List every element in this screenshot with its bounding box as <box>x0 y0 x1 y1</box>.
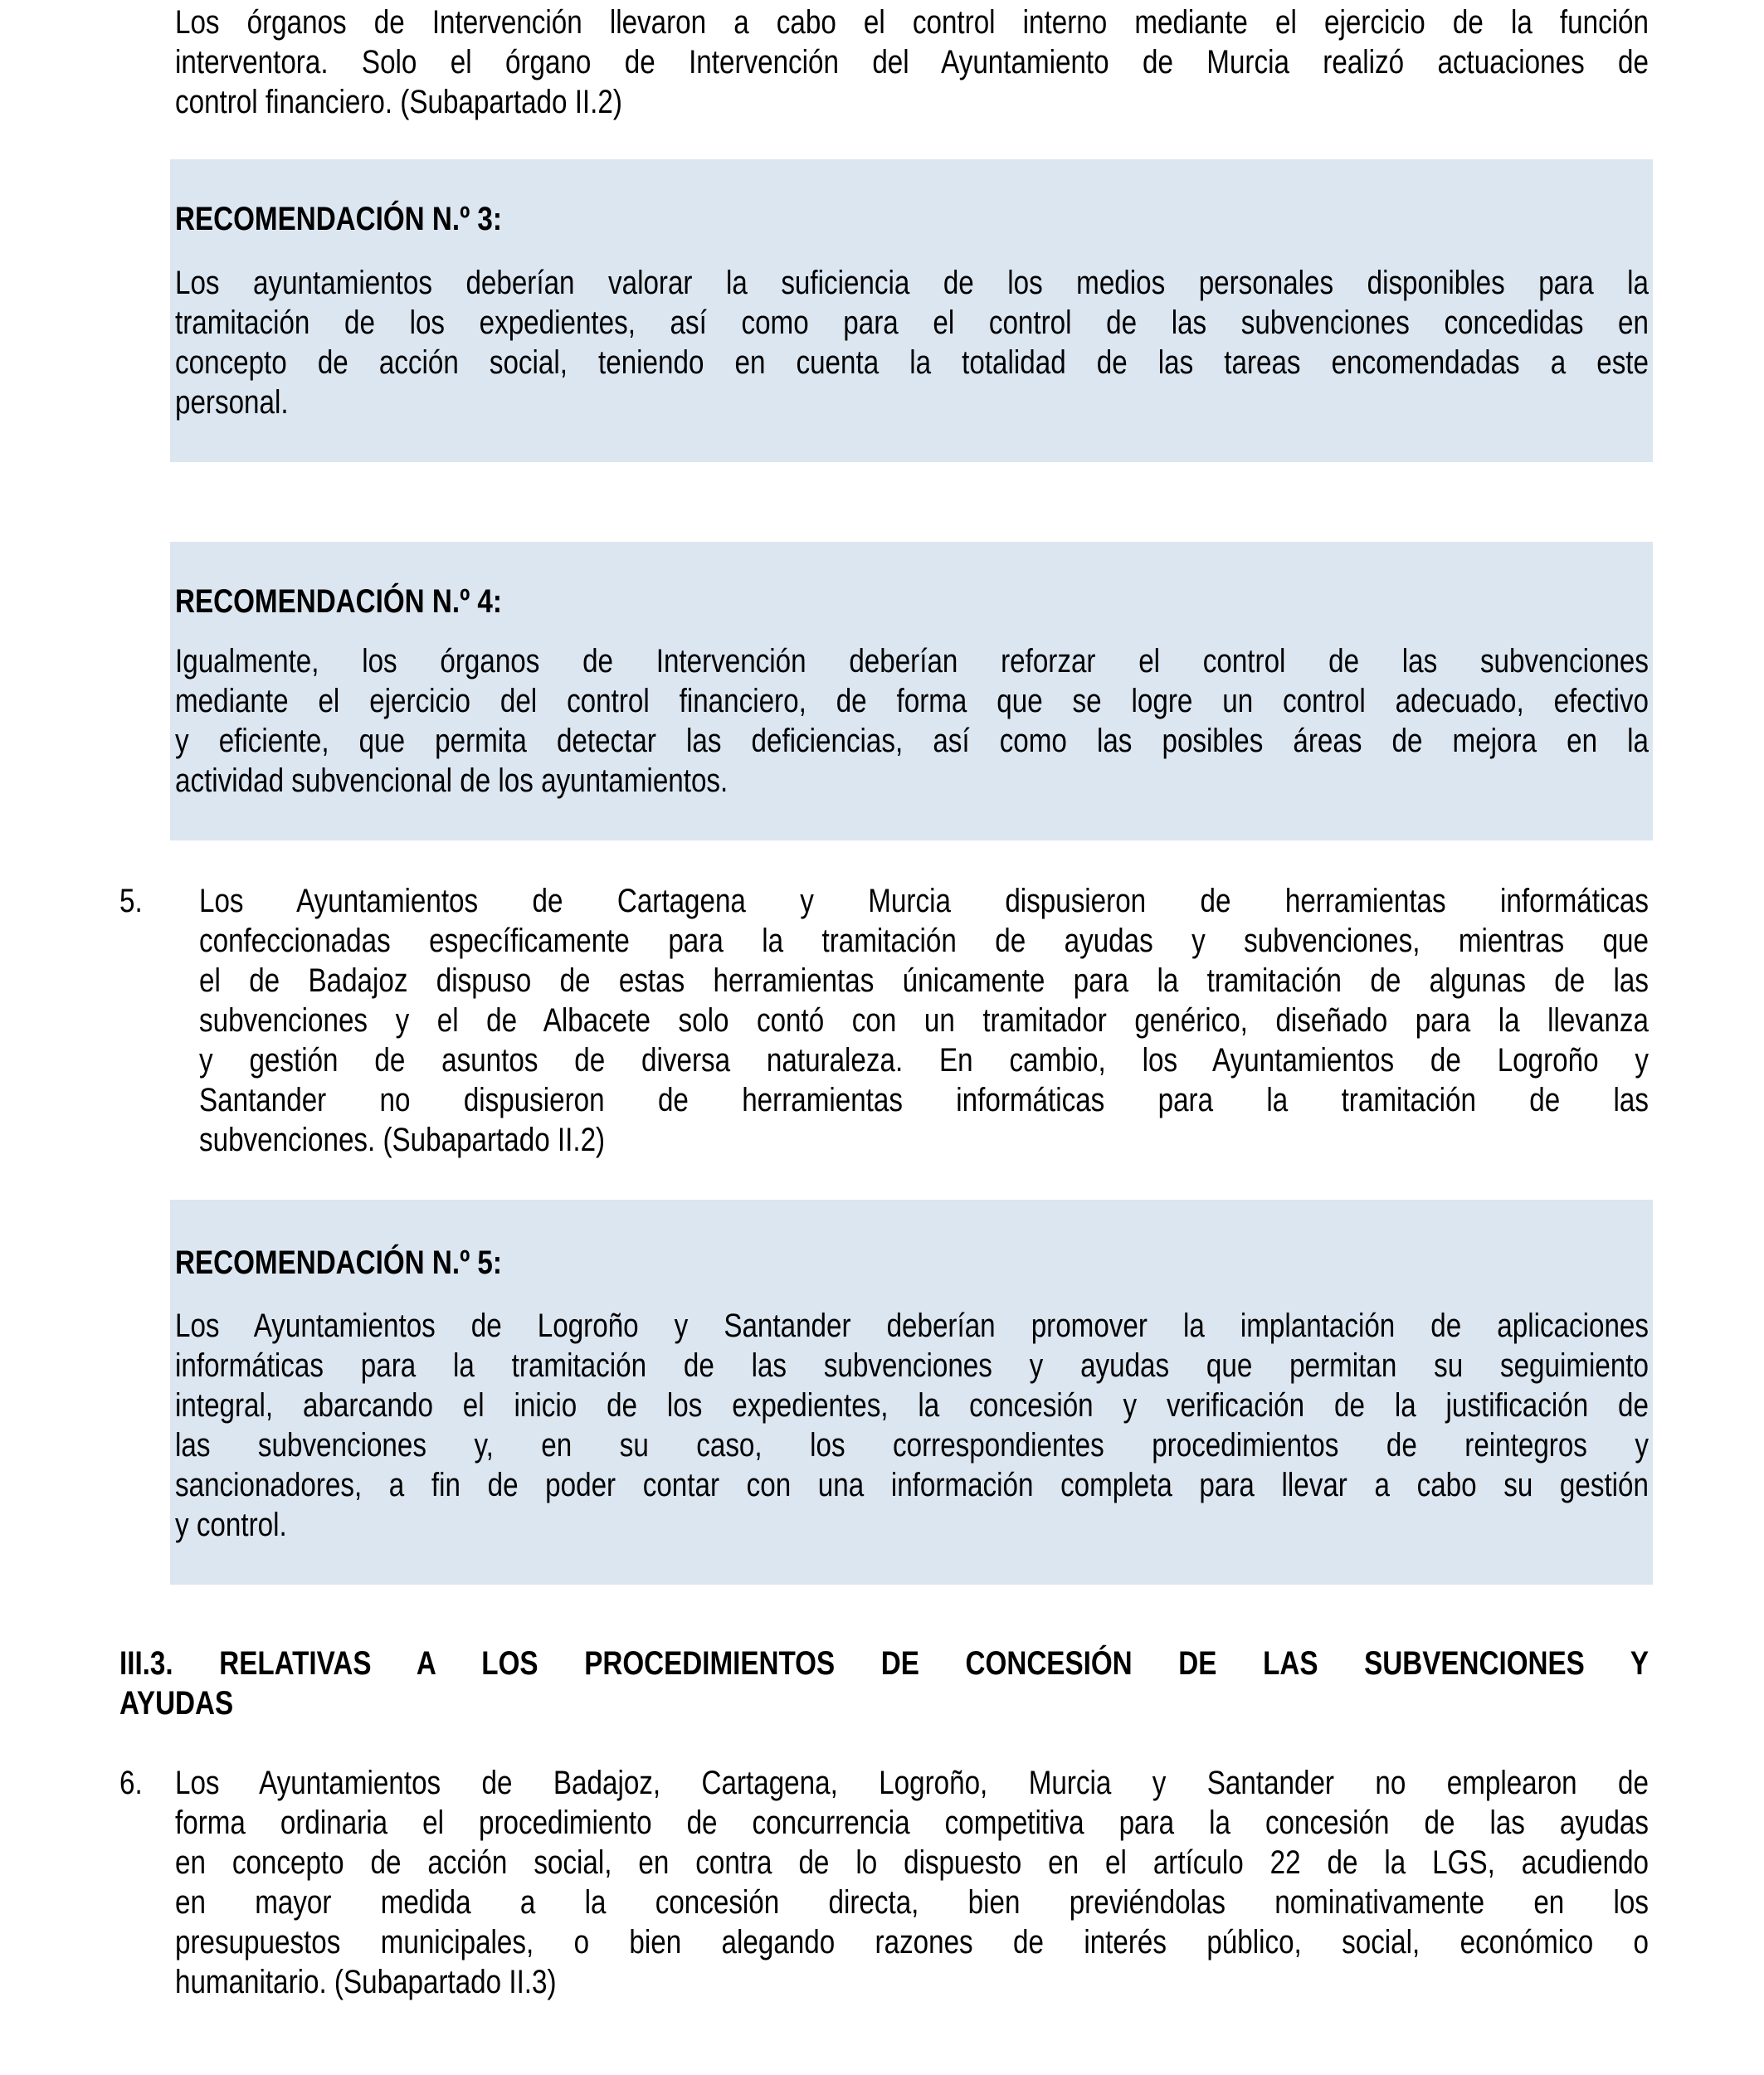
recommendation-title: RECOMENDACIÓN N.º 3: <box>175 201 502 237</box>
text-line-content: y eficiente, que permita detectar las deficiencias, así como las posibles áreas de mejora en la <box>175 723 1649 759</box>
text-line-content: presupuestos municipales, o bien alegando razones de interés público, social, económico o <box>175 1924 1649 1961</box>
text-line <box>175 382 1649 422</box>
text-line-content: humanitario. (Subapartado II.3) <box>175 1964 557 2000</box>
text-line <box>175 1843 1649 1883</box>
text-line <box>175 303 1649 343</box>
text-line <box>175 1425 1649 1465</box>
text-line <box>175 1465 1649 1505</box>
text-line-content: Los Ayuntamientos de Logroño y Santander deberían promover la implantación de aplicaciones <box>175 1308 1649 1344</box>
text-line <box>175 1346 1649 1386</box>
recommendation-title: RECOMENDACIÓN N.º 4: <box>175 583 502 620</box>
text-line-content: en mayor medida a la concesión directa, bien previéndolas nominativamente en los <box>175 1884 1649 1921</box>
text-line <box>175 82 1649 122</box>
text-line-content: el de Badajoz dispuso de estas herramientas únicamente para la tramitación de algunas de las <box>199 962 1649 999</box>
text-line <box>199 1040 1649 1080</box>
text-line <box>175 42 1649 82</box>
text-line <box>199 961 1649 1001</box>
text-line-content: AYUDAS <box>119 1685 234 1722</box>
text-line <box>175 263 1649 303</box>
text-line-content: Los ayuntamientos deberían valorar la suficiencia de los medios personales disponibles para la <box>175 265 1649 301</box>
text-line <box>199 1120 1649 1160</box>
text-line <box>119 1644 1649 1683</box>
text-line-content: Igualmente, los órganos de Intervención deberían reforzar el control de las subvenciones <box>175 643 1649 679</box>
text-line <box>175 1386 1649 1425</box>
text-line <box>175 1803 1649 1843</box>
recommendation-4-title <box>175 582 569 621</box>
text-line-content: y gestión de asuntos de diversa naturaleza. En cambio, los Ayuntamientos de Logroño y <box>199 1042 1649 1079</box>
text-line-content: III.3. RELATIVAS A LOS PROCEDIMIENTOS DE CONCESIÓN DE LAS SUBVENCIONES Y <box>119 1645 1649 1682</box>
text-line <box>175 1763 1649 1803</box>
text-line-content: confeccionadas específicamente para la tramitación de ayudas y subvenciones, mientras que <box>199 923 1649 959</box>
text-line-content: concepto de acción social, teniendo en cuenta la totalidad de las tareas encomendadas a este <box>175 344 1649 381</box>
text-line-content: Los Ayuntamientos de Cartagena y Murcia dispusieron de herramientas informáticas <box>199 883 1649 919</box>
text-line <box>175 721 1649 761</box>
text-line-content: Los órganos de Intervención llevaron a cabo el control interno mediante el ejercicio de la función <box>175 4 1649 41</box>
section-heading <box>119 1644 1649 1723</box>
text-line-content: tramitación de los expedientes, así como para el control de las subvenciones concedidas en <box>175 304 1649 341</box>
text-line <box>175 1962 1649 2002</box>
text-line-content: en concepto de acción social, en contra de lo dispuesto en el artículo 22 de la LGS, acudiendo <box>175 1844 1649 1881</box>
text-line <box>175 343 1649 382</box>
text-line <box>175 2 1649 42</box>
text-line-content: personal. <box>175 384 289 421</box>
item-6-number: 6. <box>119 1765 143 1801</box>
recommendation-3-text <box>175 263 1649 422</box>
text-line <box>199 881 1649 921</box>
text-line-content: forma ordinaria el procedimiento de concurrencia competitiva para la concesión de las ayudas <box>175 1805 1649 1841</box>
text-line <box>199 1080 1649 1120</box>
text-line-content: sancionadores, a fin de poder contar con una información completa para llevar a cabo su gestión <box>175 1467 1649 1503</box>
text-line-content: interventora. Solo el órgano de Intervención del Ayuntamiento de Murcia realizó actuaciones de <box>175 44 1649 80</box>
text-line-content: y control. <box>175 1507 287 1543</box>
text-line-content: informáticas para la tramitación de las subvenciones y ayudas que permitan su seguimiento <box>175 1347 1649 1384</box>
text-line <box>175 641 1649 681</box>
text-line <box>119 1683 1649 1723</box>
recommendation-3-title <box>175 199 569 239</box>
intro-paragraph <box>175 2 1649 122</box>
text-line <box>199 1001 1649 1040</box>
recommendation-5-title <box>175 1243 569 1283</box>
text-line-content: mediante el ejercicio del control financiero, de forma que se logre un control adecuado, efectivo <box>175 683 1649 719</box>
text-line-content: Santander no dispusieron de herramientas informáticas para la tramitación de las <box>199 1082 1649 1118</box>
text-line-content: Los Ayuntamientos de Badajoz, Cartagena, Logroño, Murcia y Santander no emplearon de <box>175 1765 1649 1801</box>
text-line-content: las subvenciones y, en su caso, los correspondientes procedimientos de reintegros y <box>175 1427 1649 1464</box>
recommendation-5-text <box>175 1306 1649 1545</box>
item-5-text <box>199 881 1649 1160</box>
text-line-content: actividad subvencional de los ayuntamientos. <box>175 762 729 799</box>
item-6-text <box>175 1763 1649 2002</box>
text-line <box>175 1306 1649 1346</box>
text-line-content: subvenciones y el de Albacete solo contó con un tramitador genérico, diseñado para la llevanza <box>199 1002 1649 1039</box>
text-line-content: subvenciones. (Subapartado II.2) <box>199 1122 606 1158</box>
text-line <box>175 681 1649 721</box>
recommendation-title: RECOMENDACIÓN N.º 5: <box>175 1245 502 1281</box>
text-line <box>175 761 1649 801</box>
item-5-number: 5. <box>119 883 143 919</box>
text-line <box>199 921 1649 961</box>
text-line <box>175 1922 1649 1962</box>
text-line-content: control financiero. (Subapartado II.2) <box>175 84 622 120</box>
text-line <box>175 1883 1649 1922</box>
text-line <box>175 1505 1649 1545</box>
recommendation-4-text <box>175 641 1649 801</box>
text-line-content: integral, abarcando el inicio de los expedientes, la concesión y verificación de la justificación de <box>175 1387 1649 1424</box>
